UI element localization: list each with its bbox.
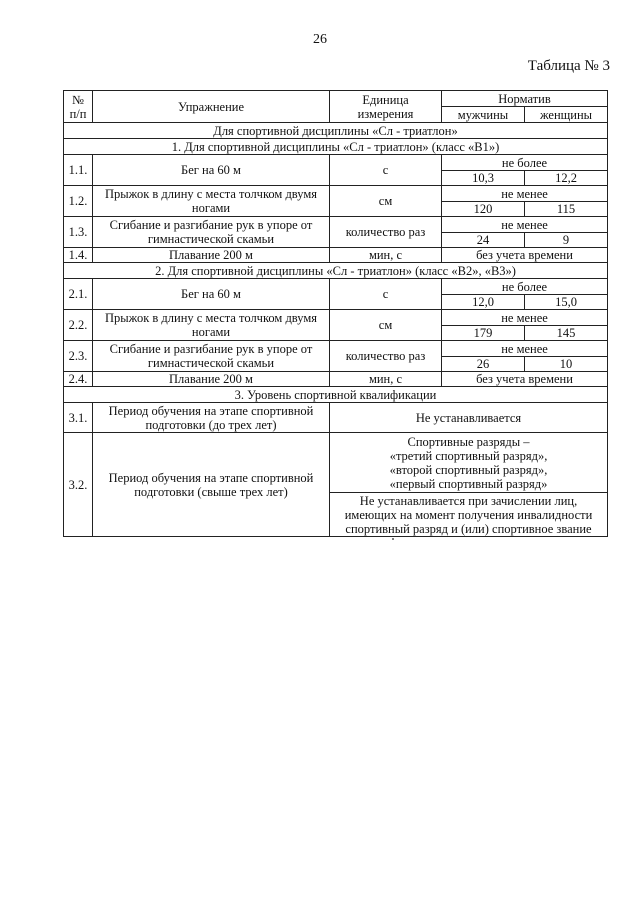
row-exercise: Сгибание и разгибание рук в упоре от гимнастической скамьи: [93, 341, 330, 372]
row-exercise: Период обучения на этапе спортивной подготовки (свыше трех лет): [93, 433, 330, 537]
row-exercise: Плавание 200 м: [93, 248, 330, 263]
row-unit: мин, с: [330, 248, 442, 263]
row-exercise: Сгибание и разгибание рук в упоре от гимнастической скамьи: [93, 217, 330, 248]
row-num: 3.2.: [64, 433, 93, 537]
row-num: 2.1.: [64, 279, 93, 310]
row-men-value: 179: [442, 326, 525, 341]
row-exercise: Прыжок в длину с места толчком двумя ногами: [93, 186, 330, 217]
row-num: 1.2.: [64, 186, 93, 217]
row-unit: мин, с: [330, 372, 442, 387]
row-norm: без учета времени: [442, 248, 608, 263]
norms-table: [63, 90, 608, 537]
sport-ranks-line: Спортивные разряды –: [407, 434, 530, 449]
row-unit: количество раз: [330, 341, 442, 372]
header-num: № п/п: [64, 91, 93, 123]
header-exercise: Упражнение: [93, 91, 330, 123]
row-num: 2.2.: [64, 310, 93, 341]
row-women-value: 12,2: [525, 171, 608, 186]
row-num: 1.3.: [64, 217, 93, 248]
row-men-value: 12,0: [442, 295, 525, 310]
row-num: 1.4.: [64, 248, 93, 263]
row-men-value: 24: [442, 233, 525, 248]
sport-ranks-line: «первый спортивный разряд»: [389, 476, 548, 491]
row-norm: без учета времени: [442, 372, 608, 387]
sport-ranks-cell: [330, 433, 608, 493]
sport-ranks-line: «третий спортивный разряд»,: [389, 448, 548, 463]
row-exercise: Период обучения на этапе спортивной подготовки (до трех лет): [93, 403, 330, 433]
section1-title: 1. Для спортивной дисциплины «Сл - триатлон» (класс «В1»): [64, 139, 608, 155]
header-norm: Норматив: [442, 91, 608, 107]
row-unit: см: [330, 186, 442, 217]
row-unit: с: [330, 279, 442, 310]
row-unit: количество раз: [330, 217, 442, 248]
row-condition: не более: [442, 279, 608, 295]
row-exercise: Прыжок в длину с места толчком двумя ногами: [93, 310, 330, 341]
row-num: 1.1.: [64, 155, 93, 186]
row-women-value: 15,0: [525, 295, 608, 310]
row-condition: не менее: [442, 217, 608, 233]
row-condition: не менее: [442, 186, 608, 202]
row-unit: см: [330, 310, 442, 341]
row-exercise: Бег на 60 м: [93, 279, 330, 310]
row-condition: не менее: [442, 341, 608, 357]
scan-dot: [392, 538, 394, 540]
row-women-value: 9: [525, 233, 608, 248]
header-unit: Единица измерения: [330, 91, 442, 123]
row-men-value: 26: [442, 357, 525, 372]
discipline-title: Для спортивной дисциплины «Сл - триатлон»: [64, 123, 608, 139]
row-condition: не менее: [442, 310, 608, 326]
row-exercise: Плавание 200 м: [93, 372, 330, 387]
row-exercise: Бег на 60 м: [93, 155, 330, 186]
row-condition: не более: [442, 155, 608, 171]
row-unit: с: [330, 155, 442, 186]
row-num: 2.4.: [64, 372, 93, 387]
row-men-value: 10,3: [442, 171, 525, 186]
header-women: женщины: [525, 107, 608, 123]
row-men-value: 120: [442, 202, 525, 217]
row-norm-alt: Не устанавливается при зачислении лиц, имеющих на момент получения инвалидности спортивный разряд и (или) спортивное звание: [330, 493, 608, 537]
header-men: мужчины: [442, 107, 525, 123]
row-women-value: 145: [525, 326, 608, 341]
row-women-value: 10: [525, 357, 608, 372]
row-num: 3.1.: [64, 403, 93, 433]
section3-title: 3. Уровень спортивной квалификации: [64, 387, 608, 403]
page-number: 26: [313, 32, 327, 47]
row-norm: Не устанавливается: [330, 403, 608, 433]
section2-title: 2. Для спортивной дисциплины «Сл - триатлон» (класс «В2», «В3»): [64, 263, 608, 279]
sport-ranks-line: «второй спортивный разряд»,: [389, 462, 548, 477]
row-num: 2.3.: [64, 341, 93, 372]
table-title: Таблица № 3: [527, 58, 610, 74]
row-women-value: 115: [525, 202, 608, 217]
